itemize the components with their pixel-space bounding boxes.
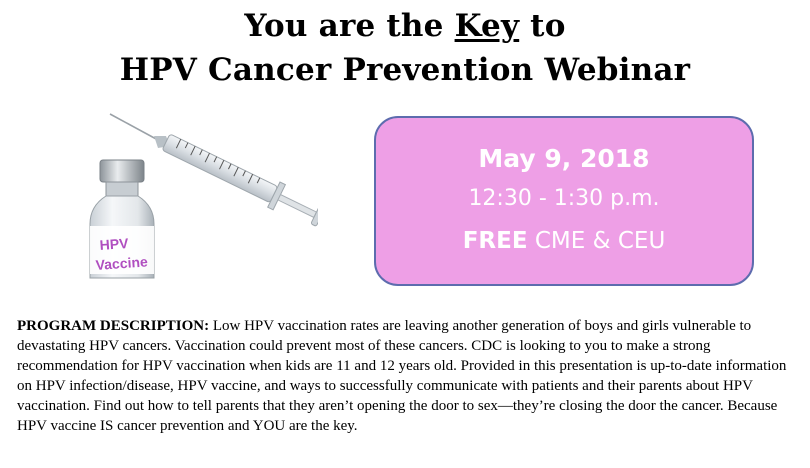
title-text: to [519, 8, 566, 44]
page-title [0, 4, 810, 92]
event-details-box [374, 116, 754, 286]
title-line-2: HPV Cancer Prevention Webinar [119, 52, 691, 88]
vial-label-line-2: Vaccine [95, 253, 149, 273]
free-label: FREE [462, 228, 528, 254]
credits-label: CME & CEU [527, 228, 666, 254]
program-description-text: Low HPV vaccination rates are leaving another generation of boys and girls vulnerable to devastating HPV cancers. Vaccination could prevent most of these cancers. CDC is looking to you to make a strong recommendation for HPV vaccination when kids are 11 and 12 years old. Provided in this presentation is up-to-date information on HPV infection/disease, HPV vaccine, and ways to successfully communicate with patients and their parents about HPV vaccination. Find out how to tell parents that they aren’t opening the door to sex—they’re closing the door the cancer. Because HPV vaccine IS cancer prevention and YOU are the key. [17, 318, 787, 435]
program-description [17, 316, 795, 437]
event-date: May 9, 2018 [478, 144, 650, 173]
title-text: You are the [244, 8, 455, 44]
title-line-1 [0, 4, 810, 48]
syringe-and-vial-illustration [70, 102, 318, 282]
event-time: 12:30 - 1:30 p.m. [468, 186, 660, 211]
vaccine-vial-icon [90, 160, 154, 278]
vaccine-image [70, 102, 318, 282]
vial-label-line-1: HPV [99, 235, 129, 253]
program-description-label: PROGRAM DESCRIPTION: [17, 318, 210, 334]
title-key-word: Key [454, 8, 520, 44]
event-credits [376, 228, 752, 254]
